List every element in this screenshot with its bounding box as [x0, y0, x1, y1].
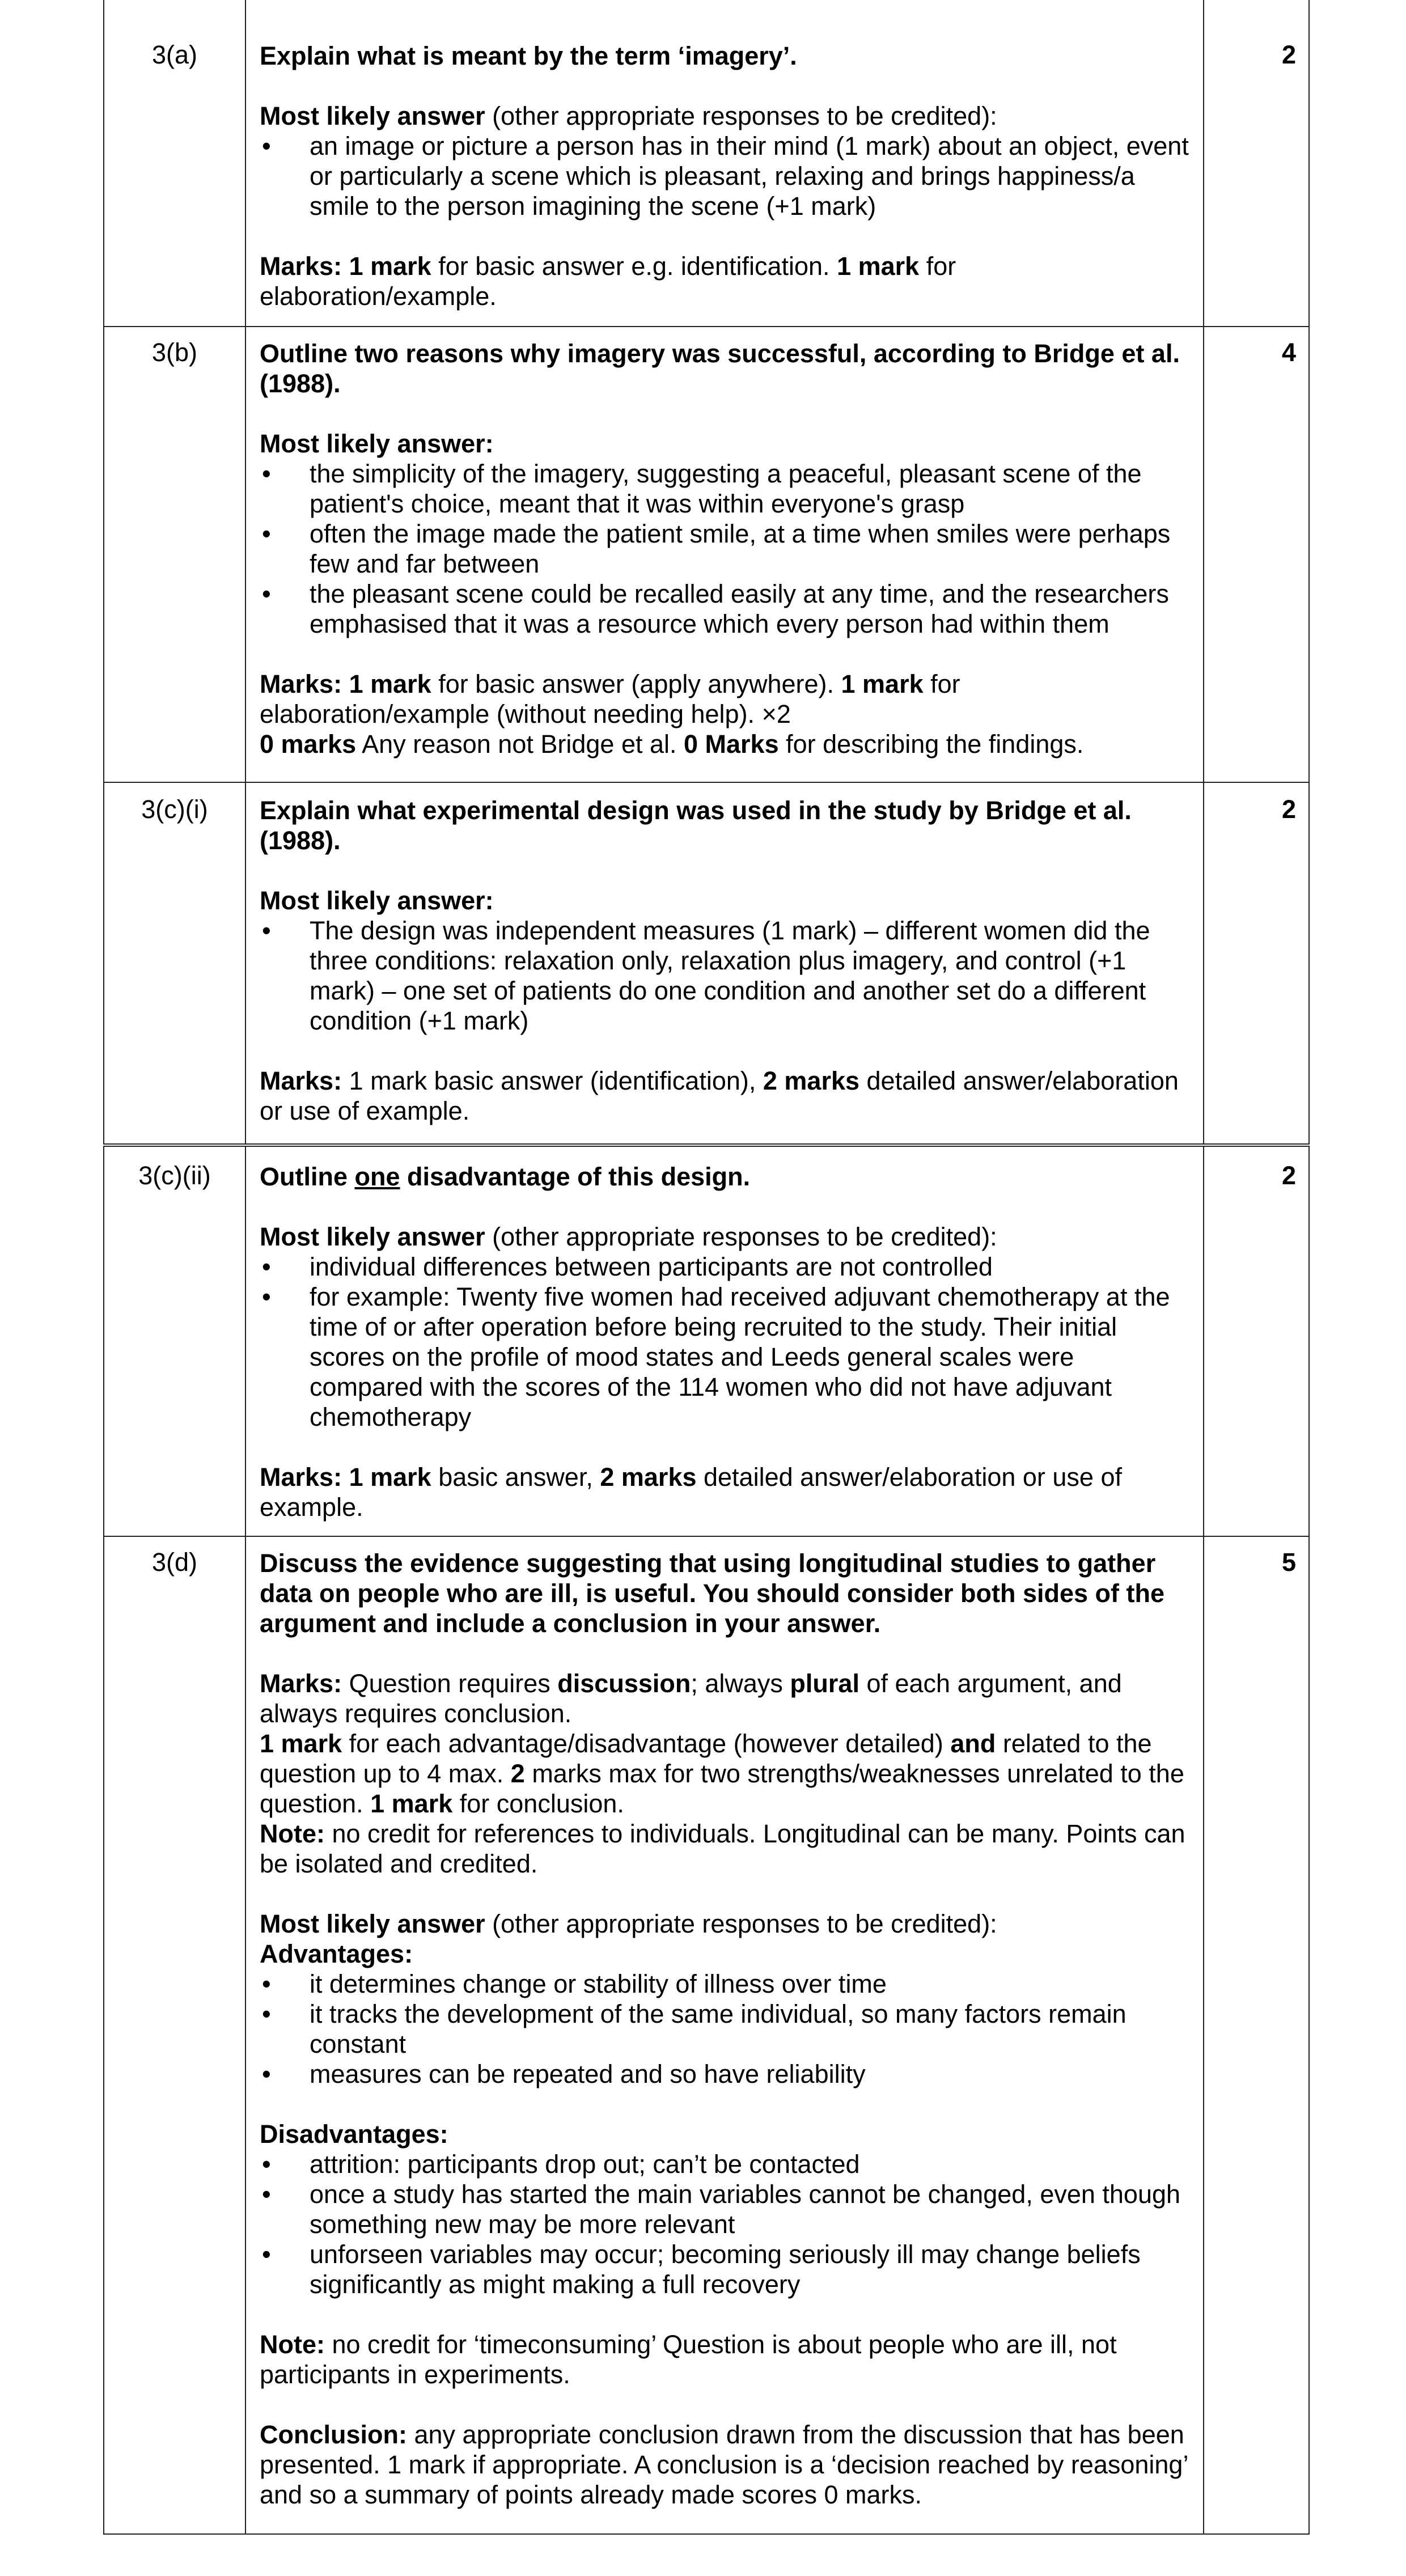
question-text: Explain what is meant by the term ‘imagery’. [260, 41, 797, 70]
question-text: Outline one disadvantage of this design. [260, 1162, 751, 1191]
most-likely-answer-heading: Most likely answer: [260, 886, 494, 915]
answer-note: Note: no credit for ‘timeconsuming’ Question is about people who are ill, not participants in experiments. [260, 2330, 1117, 2389]
answer-bullet-list [260, 916, 1189, 1036]
total-marks: 2 [1204, 0, 1309, 327]
row-3d [104, 1536, 1309, 2534]
conclusion-guidance: Conclusion: any appropriate conclusion drawn from the discussion that has been presented. 1 mark if appropriate. A conclusion is a ‘decision reached by reasoning’ and so a summary of points already made scores 0 marks. [260, 2420, 1188, 2509]
list-item: • once a study has started the main variables cannot be changed, even though something new may be more relevant [260, 2179, 1189, 2239]
question-text: Outline two reasons why imagery was successful, according to Bridge et al. (1988). [260, 339, 1180, 398]
most-likely-answer-heading: Most likely answer: [260, 429, 494, 458]
row-3a [104, 0, 1309, 327]
answer-bullet-list [260, 459, 1189, 639]
marks-guidance-zero: 0 marks Any reason not Bridge et al. 0 Marks for describing the findings. [260, 730, 1084, 759]
list-item: • The design was independent measures (1 mark) – different women did the three conditions: relaxation only, relaxation plus imagery, and control (+1 mark) – one set of patients do one condition and another set do a different condition (+1 mark) [260, 916, 1189, 1036]
answer-cell [245, 0, 1204, 327]
most-likely-answer-heading: Most likely answer (other appropriate responses to be credited): [260, 1909, 997, 1938]
advantages-heading: Advantages: [260, 1939, 413, 1968]
question-text: Explain what experimental design was used in the study by Bridge et al. (1988). [260, 796, 1132, 855]
total-marks: 5 [1204, 1536, 1309, 2534]
marks-note: Note: no credit for references to individuals. Longitudinal can be many. Points can be isolated and credited. [260, 1819, 1185, 1878]
question-number: 3(c)(ii) [104, 1145, 245, 1536]
question-number: 3(a) [104, 0, 245, 327]
mark-scheme-table [103, 0, 1310, 2535]
row-3ci [104, 782, 1309, 1145]
list-item: • individual differences between participants are not controlled [260, 1252, 1189, 1282]
row-3b [104, 327, 1309, 782]
list-item: • for example: Twenty five women had received adjuvant chemotherapy at the time of or after operation before being recruited to the study. Their initial scores on the profile of mood states and Leeds general scales were compared with the scores of the 114 women who did not have adjuvant chemotherapy [260, 1282, 1189, 1432]
total-marks: 2 [1204, 782, 1309, 1145]
answer-bullet-list [260, 131, 1189, 221]
list-item: • it tracks the development of the same individual, so many factors remain constant [260, 1999, 1189, 2059]
list-item: • the simplicity of the imagery, suggesting a peaceful, pleasant scene of the patient's choice, meant that it was within everyone's grasp [260, 459, 1189, 519]
answer-cell [245, 1145, 1204, 1536]
list-item: • attrition: participants drop out; can’t be contacted [260, 2149, 1189, 2179]
most-likely-answer-heading: Most likely answer (other appropriate responses to be credited): [260, 101, 997, 130]
list-item: • often the image made the patient smile, at a time when smiles were perhaps few and far between [260, 519, 1189, 579]
question-text: Discuss the evidence suggesting that using longitudinal studies to gather data on people who are ill, is useful. You should consider both sides of the argument and include a conclusion in your answer. [260, 1549, 1165, 1638]
list-item: • it determines change or stability of illness over time [260, 1969, 1189, 1999]
answer-cell [245, 327, 1204, 782]
question-number: 3(d) [104, 1536, 245, 2534]
question-number: 3(b) [104, 327, 245, 782]
list-item: • measures can be repeated and so have reliability [260, 2059, 1189, 2089]
total-marks: 2 [1204, 1145, 1309, 1536]
marks-guidance: Marks: Question requires discussion; always plural of each argument, and always requires conclusion. [260, 1669, 1122, 1728]
question-number: 3(c)(i) [104, 782, 245, 1145]
marks-guidance: Marks: 1 mark for basic answer e.g. identification. 1 mark for elaboration/example. [260, 252, 956, 311]
disadvantages-heading: Disadvantages: [260, 2120, 448, 2149]
list-item: • unforseen variables may occur; becoming seriously ill may change beliefs significantly as might making a full recovery [260, 2239, 1189, 2299]
answer-cell [245, 1536, 1204, 2534]
list-item: • an image or picture a person has in their mind (1 mark) about an object, event or particularly a scene which is pleasant, relaxing and brings happiness/a smile to the person imagining the scene (+1 mark) [260, 131, 1189, 221]
total-marks: 4 [1204, 327, 1309, 782]
disadvantages-list [260, 2149, 1189, 2299]
marks-guidance: Marks: 1 mark basic answer (identification), 2 marks detailed answer/elaboration or use of example. [260, 1066, 1179, 1125]
marks-guidance: Marks: 1 mark for basic answer (apply anywhere). 1 mark for elaboration/example (without needing help). ×2 [260, 670, 960, 728]
row-3cii [104, 1145, 1309, 1536]
marks-allocation: 1 mark for each advantage/disadvantage (however detailed) and related to the question up to 4 max. 2 marks max for two strengths/weaknesses unrelated to the question. 1 mark for conclusion. [260, 1729, 1184, 1818]
answer-cell [245, 782, 1204, 1145]
marks-guidance: Marks: 1 mark basic answer, 2 marks detailed answer/elaboration or use of example. [260, 1463, 1122, 1522]
list-item: • the pleasant scene could be recalled easily at any time, and the researchers emphasised that it was a resource which every person had within them [260, 579, 1189, 639]
advantages-list [260, 1969, 1189, 2089]
most-likely-answer-heading: Most likely answer (other appropriate responses to be credited): [260, 1222, 997, 1251]
answer-bullet-list [260, 1252, 1189, 1432]
